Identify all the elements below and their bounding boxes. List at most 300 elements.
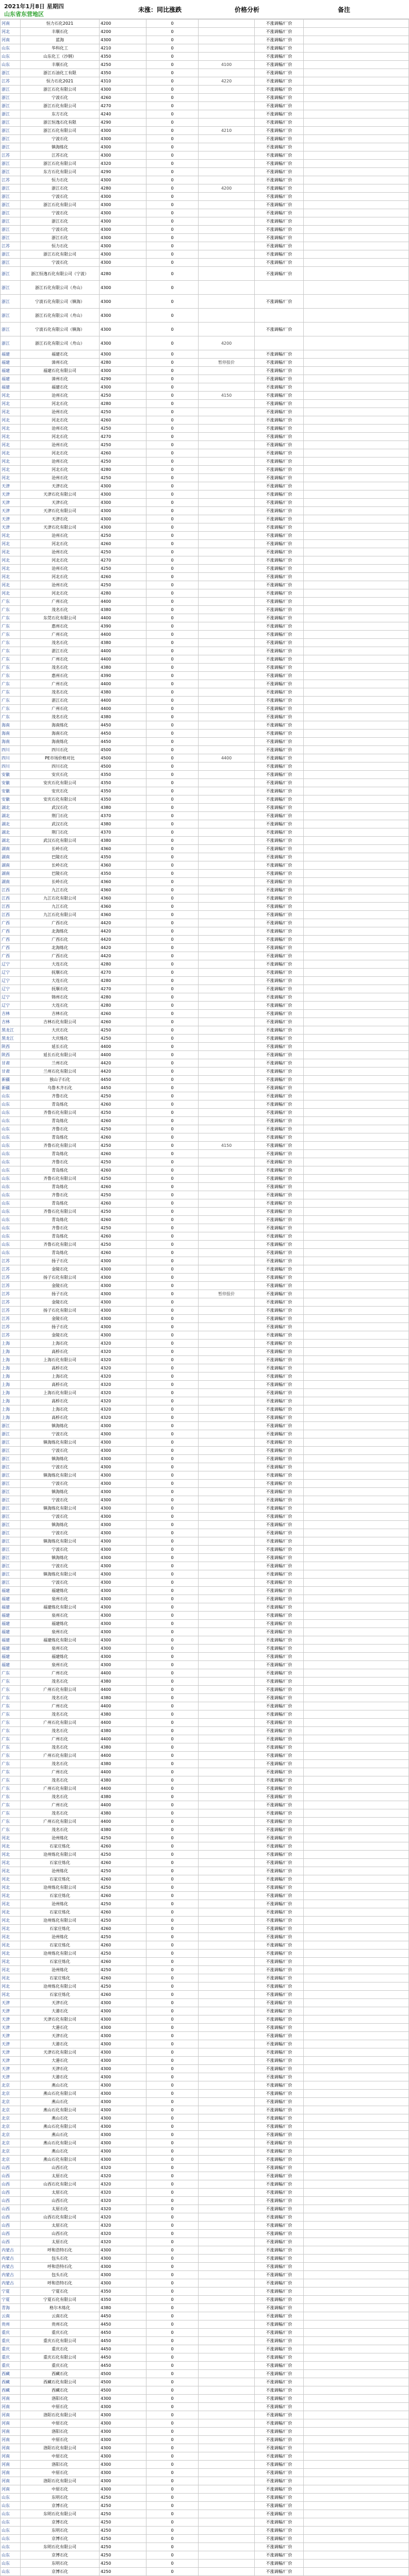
region-cell: 河北: [1, 1941, 21, 1950]
price-cell: 4360: [100, 845, 146, 853]
analysis-cell: [199, 936, 255, 944]
spacer-cell: [304, 234, 409, 242]
price-cell: 4290: [100, 168, 146, 176]
spacer-cell: [304, 160, 409, 168]
spacer-cell: [304, 639, 409, 647]
remark-cell: 不涨调幅/厂价: [255, 135, 304, 143]
remark-cell: 不涨调幅/厂价: [255, 787, 304, 795]
region-cell: 河北: [1, 565, 21, 573]
region-cell: 辽宁: [1, 985, 21, 993]
spacer-cell: [304, 2345, 409, 2353]
price-cell: 4400: [100, 598, 146, 606]
change-cell: 0: [146, 1826, 199, 1834]
spacer-cell: [304, 2477, 409, 2485]
table-row: [1, 1851, 409, 1859]
analysis-cell: [199, 1768, 255, 1776]
company-cell: 燕山石化: [21, 2081, 100, 2090]
analysis-cell: [199, 746, 255, 754]
spacer-cell: [304, 1562, 409, 1570]
analysis-cell: [199, 1710, 255, 1719]
analysis-cell: [199, 2527, 255, 2535]
change-cell: 0: [146, 1043, 199, 1051]
spacer-cell: [304, 2312, 409, 2320]
region-cell: 山东: [1, 1166, 21, 1175]
region-cell: 甘肃: [1, 1067, 21, 1076]
company-cell: 石家庄炼化: [21, 1925, 100, 1933]
change-cell: 0: [146, 1587, 199, 1595]
remark-cell: 不涨调幅/厂价: [255, 1463, 304, 1471]
table-row: [1, 721, 409, 730]
remark-cell: 不涨调幅/厂价: [255, 1274, 304, 1282]
spacer-cell: [304, 1010, 409, 1018]
table-row: [1, 36, 409, 44]
analysis-cell: [199, 2180, 255, 2189]
spacer-cell: [304, 367, 409, 375]
remark-cell: 不涨调幅/厂价: [255, 713, 304, 721]
table-row: [1, 135, 409, 143]
remark-cell: 不涨调幅/厂价: [255, 754, 304, 762]
region-cell: 浙江: [1, 1463, 21, 1471]
analysis-cell: [199, 1430, 255, 1438]
price-cell: 4300: [100, 2007, 146, 2015]
analysis-cell: [199, 993, 255, 1002]
analysis-cell: [199, 1043, 255, 1051]
spacer-cell: [304, 466, 409, 474]
remark-cell: 不涨调幅/厂价: [255, 53, 304, 61]
company-cell: 沧州石化: [21, 532, 100, 540]
table-row: [1, 2040, 409, 2048]
region-cell: 上海: [1, 1381, 21, 1389]
analysis-cell: [199, 259, 255, 267]
change-cell: 0: [146, 2461, 199, 2469]
price-cell: 4300: [100, 2469, 146, 2477]
spacer-cell: [304, 2057, 409, 2065]
company-cell: 广西石化: [21, 936, 100, 944]
spacer-cell: [304, 1546, 409, 1554]
change-cell: 0: [146, 1307, 199, 1315]
remark-cell: 不涨调幅/厂价: [255, 746, 304, 754]
price-cell: 4250: [100, 61, 146, 69]
price-cell: 4300: [100, 1455, 146, 1463]
analysis-cell: [199, 499, 255, 507]
price-cell: 4280: [100, 589, 146, 598]
region-cell: 山东: [1, 1249, 21, 1257]
spacer-cell: [304, 556, 409, 565]
remark-cell: 不涨调幅/厂价: [255, 1776, 304, 1785]
region-cell: 河南: [1, 2419, 21, 2428]
spacer-cell: [304, 1974, 409, 1982]
price-cell: 4500: [100, 2370, 146, 2378]
price-cell: 4380: [100, 606, 146, 614]
spacer-cell: [304, 375, 409, 383]
region-cell: 广东: [1, 598, 21, 606]
company-cell: 湛江石化: [21, 697, 100, 705]
region-cell: 北京: [1, 2114, 21, 2123]
remark-cell: 不涨调幅/厂价: [255, 845, 304, 853]
change-cell: 0: [146, 1875, 199, 1884]
region-cell: 福建: [1, 359, 21, 367]
analysis-cell: [199, 2156, 255, 2164]
remark-cell: 不涨调幅/厂价: [255, 548, 304, 556]
table-row: [1, 771, 409, 779]
company-cell: 宁波石化: [21, 1579, 100, 1587]
company-cell: 齐鲁石化有限公司: [21, 1142, 100, 1150]
price-cell: 4260: [100, 573, 146, 581]
analysis-cell: [199, 1455, 255, 1463]
region-cell: 浙江: [1, 1447, 21, 1455]
region-cell: 天津: [1, 2032, 21, 2040]
spacer-cell: [304, 2419, 409, 2428]
table-row: [1, 1562, 409, 1570]
company-cell: 浙江恒逸石化有限公司（宁波）: [21, 267, 100, 281]
remark-cell: 不涨调幅/厂价: [255, 1892, 304, 1900]
table-row: [1, 1455, 409, 1463]
change-cell: 0: [146, 408, 199, 416]
region-cell: 浙江: [1, 336, 21, 350]
analysis-cell: [199, 985, 255, 993]
analysis-cell: [199, 1067, 255, 1076]
remark-cell: 不涨调幅/厂价: [255, 2139, 304, 2147]
analysis-cell: [199, 323, 255, 336]
region-cell: 河北: [1, 28, 21, 36]
change-cell: 0: [146, 2024, 199, 2032]
change-cell: 0: [146, 1859, 199, 1867]
change-cell: 0: [146, 1109, 199, 1117]
table-row: [1, 2172, 409, 2180]
change-cell: 0: [146, 1743, 199, 1752]
table-row: [1, 1760, 409, 1768]
change-cell: 0: [146, 2386, 199, 2395]
region-cell: 四川: [1, 762, 21, 771]
price-cell: 4360: [100, 894, 146, 903]
table-row: [1, 1480, 409, 1488]
spacer-cell: [304, 408, 409, 416]
company-cell: 中原石化: [21, 2403, 100, 2411]
price-cell: 4300: [100, 2139, 146, 2147]
change-cell: 0: [146, 69, 199, 77]
analysis-cell: [199, 2255, 255, 2263]
remark-cell: 不涨调幅/厂价: [255, 1389, 304, 1397]
region-subtitle: 山东省东营地区: [4, 11, 44, 18]
table-row: [1, 1818, 409, 1826]
analysis-cell: [199, 1183, 255, 1191]
change-cell: 0: [146, 556, 199, 565]
analysis-cell: [199, 721, 255, 730]
region-cell: 浙江: [1, 201, 21, 209]
region-cell: 浙江: [1, 86, 21, 94]
region-cell: 山东: [1, 2527, 21, 2535]
table-row: [1, 540, 409, 548]
spacer-cell: [304, 2428, 409, 2436]
region-cell: 宁夏: [1, 2287, 21, 2296]
change-cell: 0: [146, 1282, 199, 1290]
region-cell: 上海: [1, 1364, 21, 1372]
company-cell: 荆门石化: [21, 812, 100, 820]
spacer-cell: [304, 2098, 409, 2106]
region-cell: 天津: [1, 2015, 21, 2024]
analysis-cell: [199, 1941, 255, 1950]
table-row: [1, 151, 409, 160]
table-row: [1, 878, 409, 886]
company-cell: 沧州炼化: [21, 1900, 100, 1908]
region-cell: 河北: [1, 540, 21, 548]
change-cell: 0: [146, 1496, 199, 1504]
table-row: [1, 1438, 409, 1447]
remark-cell: 不涨调幅/厂价: [255, 1241, 304, 1249]
price-cell: 4260: [100, 1117, 146, 1125]
region-cell: 吉林: [1, 1018, 21, 1026]
analysis-cell: [199, 2337, 255, 2345]
analysis-cell: [199, 490, 255, 499]
remark-cell: 不涨调幅/厂价: [255, 168, 304, 176]
analysis-cell: [199, 795, 255, 804]
company-cell: 福建石化: [21, 383, 100, 392]
remark-cell: 不涨调幅/厂价: [255, 2156, 304, 2164]
region-cell: 北京: [1, 2106, 21, 2114]
change-cell: 0: [146, 1117, 199, 1125]
price-cell: 4270: [100, 985, 146, 993]
table-row: [1, 2461, 409, 2469]
change-cell: 0: [146, 1315, 199, 1323]
region-cell: 天津: [1, 2024, 21, 2032]
spacer-cell: [304, 1389, 409, 1397]
spacer-cell: [304, 2337, 409, 2345]
region-cell: 天津: [1, 2048, 21, 2057]
table-row: [1, 127, 409, 135]
price-cell: 4300: [100, 1636, 146, 1645]
region-cell: 广东: [1, 1768, 21, 1776]
spacer-cell: [304, 383, 409, 392]
change-cell: 0: [146, 903, 199, 911]
spacer-cell: [304, 2411, 409, 2419]
spacer-cell: [304, 1109, 409, 1117]
price-cell: 4250: [100, 1900, 146, 1908]
change-cell: 0: [146, 457, 199, 466]
remark-cell: 不涨调幅/厂价: [255, 1043, 304, 1051]
analysis-cell: [199, 606, 255, 614]
analysis-cell: 4200: [199, 336, 255, 350]
company-cell: 泉州石化: [21, 1628, 100, 1636]
region-cell: 山东: [1, 44, 21, 53]
table-row: [1, 960, 409, 969]
spacer-cell: [304, 1488, 409, 1496]
region-cell: 浙江: [1, 281, 21, 295]
region-cell: 山东: [1, 2502, 21, 2510]
price-cell: 4320: [100, 2238, 146, 2246]
change-cell: 0: [146, 523, 199, 532]
price-cell: 4300: [100, 1546, 146, 1554]
price-cell: 4300: [100, 2156, 146, 2164]
company-cell: 燕山石化: [21, 2098, 100, 2106]
analysis-cell: [199, 1438, 255, 1447]
change-cell: 0: [146, 1818, 199, 1826]
region-cell: 北京: [1, 2156, 21, 2164]
price-cell: 4260: [100, 449, 146, 457]
change-cell: 0: [146, 1504, 199, 1513]
price-cell: 4250: [100, 2502, 146, 2510]
table-row: [1, 2048, 409, 2057]
table-row: [1, 383, 409, 392]
region-cell: 天津: [1, 507, 21, 515]
price-cell: 4300: [100, 1480, 146, 1488]
company-cell: 上海石化: [21, 1405, 100, 1414]
analysis-cell: [199, 201, 255, 209]
analysis-cell: [199, 1150, 255, 1158]
price-cell: 4260: [100, 1199, 146, 1208]
region-cell: 广东: [1, 1752, 21, 1760]
remark-cell: 不涨调幅/厂价: [255, 2477, 304, 2485]
analysis-cell: [199, 1463, 255, 1471]
table-row: [1, 2494, 409, 2502]
company-cell: 茂名石化: [21, 1826, 100, 1834]
table-row: [1, 2469, 409, 2477]
region-cell: 河北: [1, 1925, 21, 1933]
analysis-cell: [199, 730, 255, 738]
company-cell: 长岭石化: [21, 845, 100, 853]
spacer-cell: [304, 1372, 409, 1381]
company-cell: 洛阳石化有限公司: [21, 2477, 100, 2485]
price-cell: 4400: [100, 697, 146, 705]
table-row: [1, 2419, 409, 2428]
analysis-cell: [199, 1092, 255, 1100]
company-cell: 洛阳石化: [21, 2395, 100, 2403]
region-cell: 山东: [1, 2551, 21, 2560]
table-row: [1, 1092, 409, 1100]
spacer-cell: [304, 2386, 409, 2395]
table-row: [1, 2271, 409, 2279]
spacer-cell: [304, 1669, 409, 1677]
table-row: [1, 936, 409, 944]
price-cell: 4300: [100, 2123, 146, 2131]
region-cell: 广东: [1, 1735, 21, 1743]
spacer-cell: [304, 2238, 409, 2246]
company-cell: 浙江石化: [21, 184, 100, 193]
analysis-cell: [199, 1991, 255, 1999]
change-cell: 0: [146, 573, 199, 581]
price-cell: 4500: [100, 762, 146, 771]
spacer-cell: [304, 1076, 409, 1084]
change-cell: 0: [146, 936, 199, 944]
change-cell: 0: [146, 2222, 199, 2230]
table-row: [1, 1158, 409, 1166]
company-cell: 福建炼化: [21, 1620, 100, 1628]
region-cell: 西藏: [1, 2386, 21, 2395]
region-cell: 河南: [1, 36, 21, 44]
analysis-cell: [199, 1620, 255, 1628]
spacer-cell: [304, 1307, 409, 1315]
price-cell: 4250: [100, 1851, 146, 1859]
change-cell: 0: [146, 2081, 199, 2090]
change-cell: 0: [146, 548, 199, 556]
company-cell: 九江石化: [21, 903, 100, 911]
table-row: [1, 102, 409, 110]
spacer-cell: [304, 1364, 409, 1372]
remark-cell: 不涨调幅/厂价: [255, 2073, 304, 2081]
table-row: [1, 1356, 409, 1364]
company-cell: 金陵石化: [21, 1298, 100, 1307]
spacer-cell: [304, 1463, 409, 1471]
change-cell: 0: [146, 680, 199, 688]
spacer-cell: [304, 2444, 409, 2452]
table-row: [1, 1859, 409, 1867]
spacer-cell: [304, 2015, 409, 2024]
company-cell: 东明石化: [21, 2494, 100, 2502]
region-cell: 天津: [1, 2007, 21, 2015]
region-cell: 广东: [1, 697, 21, 705]
region-cell: 甘肃: [1, 1059, 21, 1067]
spacer-cell: [304, 2007, 409, 2015]
company-cell: 广州石化: [21, 1669, 100, 1677]
table-row: [1, 969, 409, 977]
remark-cell: 不涨调幅/厂价: [255, 655, 304, 664]
spacer-cell: [304, 1191, 409, 1199]
region-cell: 河北: [1, 1991, 21, 1999]
table-row: [1, 1265, 409, 1274]
spacer-cell: [304, 1603, 409, 1612]
spacer-cell: [304, 36, 409, 44]
spacer-cell: [304, 837, 409, 845]
company-cell: 重庆石化有限公司: [21, 2337, 100, 2345]
remark-cell: 不涨调幅/厂价: [255, 1290, 304, 1298]
change-cell: 0: [146, 1084, 199, 1092]
change-cell: 0: [146, 2255, 199, 2263]
change-cell: 0: [146, 894, 199, 903]
change-cell: 0: [146, 655, 199, 664]
spacer-cell: [304, 441, 409, 449]
remark-cell: 不涨调幅/厂价: [255, 1381, 304, 1389]
spacer-cell: [304, 936, 409, 944]
analysis-cell: [199, 2403, 255, 2411]
spacer-cell: [304, 688, 409, 697]
spacer-cell: [304, 1422, 409, 1430]
price-cell: 4300: [100, 281, 146, 295]
region-cell: 浙江: [1, 1562, 21, 1570]
remark-cell: 不涨调幅/厂价: [255, 1875, 304, 1884]
analysis-cell: [199, 2057, 255, 2065]
remark-cell: 不涨调幅/厂价: [255, 20, 304, 28]
table-row: [1, 589, 409, 598]
change-cell: 0: [146, 1356, 199, 1364]
price-cell: 4300: [100, 295, 146, 309]
remark-cell: 不涨调幅/厂价: [255, 217, 304, 226]
price-cell: 4300: [100, 1471, 146, 1480]
price-cell: 4450: [100, 2345, 146, 2353]
region-cell: 福建: [1, 383, 21, 392]
remark-cell: 不涨调幅/厂价: [255, 2164, 304, 2172]
remark-cell: 不涨调幅/厂价: [255, 110, 304, 118]
region-cell: 福建: [1, 1661, 21, 1669]
price-cell: 4250: [100, 2518, 146, 2527]
company-cell: 青岛炼化: [21, 1232, 100, 1241]
remark-cell: 不涨调幅/厂价: [255, 1471, 304, 1480]
region-cell: 天津: [1, 523, 21, 532]
remark-cell: 不涨调幅/厂价: [255, 2147, 304, 2156]
table-row: [1, 193, 409, 201]
analysis-cell: [199, 1381, 255, 1389]
company-cell: 河北石化: [21, 433, 100, 441]
table-row: [1, 1735, 409, 1743]
spacer-cell: [304, 523, 409, 532]
table-row: [1, 787, 409, 795]
region-cell: 山西: [1, 2197, 21, 2205]
remark-cell: 不涨调幅/厂价: [255, 730, 304, 738]
table-row: [1, 1488, 409, 1496]
company-cell: 兰州石化有限公司: [21, 1067, 100, 1076]
table-row: [1, 688, 409, 697]
change-cell: 0: [146, 837, 199, 845]
spacer-cell: [304, 1199, 409, 1208]
table-row: [1, 655, 409, 664]
